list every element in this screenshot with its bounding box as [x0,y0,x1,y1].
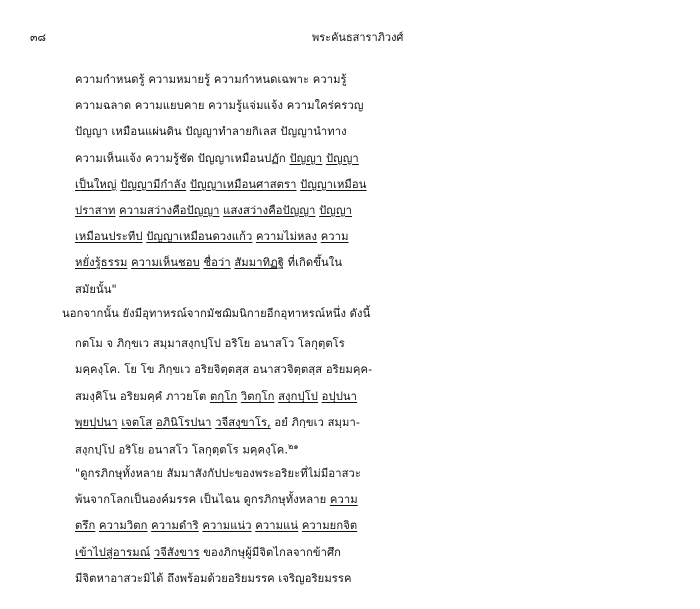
underlined-term: แสงสว่างคือปัญญา [223,204,316,217]
underlined-term: ปัญญาเหมือนศาสตรา [189,177,297,191]
text-run: พ้นจากโลกเป็นองค์มรรค เป็นไฉน ดูกรภิกษุทั้งหลาย [75,493,330,507]
quote-1-line [75,280,117,298]
underlined-term: เจตโส [121,416,153,430]
quote-1-line [75,201,352,219]
underlined-term: ความดำริ [151,519,199,533]
underlined-term: อภินิโรปนา [155,416,212,430]
footnote-marker[interactable]: ๒๑ [288,441,299,451]
text-run: มีจิตหาอาสวะมิได้ ถึงพร้อมด้วยอริยมรรค เจริญอริยมรรค [75,571,352,585]
body-paragraph-line: นอกจากนั้น ยังมีอุทาหรณ์จากมัชฌิมนิกายอีกอุทาหรณ์หนึ่ง ดังนี้ [62,307,371,320]
underlined-term: ตรึก [75,519,96,533]
underlined-term: ความแน่ว [202,519,252,533]
underlined-term: ความไม่หลง [256,230,318,244]
underlined-term: ความเห็นชอบ [131,256,200,270]
underlined-term: สัมมาทิฏฐิ [234,256,284,270]
quote-1-line [75,253,342,271]
quote-1-line [75,175,366,193]
text-run: มคฺคงฺโค. โย โข ภิกฺขเว อริยจิตฺตสฺส อนาสวจิตฺตสฺส อริยมคฺค- [75,363,373,377]
underlined-term: ความแน่ [255,519,299,533]
underlined-term: ปัญญาเหมือนดวงแก้ว [146,230,253,244]
underlined-term: ปัญญา [325,151,359,165]
text-run: "ดูกรภิกษุทั้งหลาย สัมมาสังกัปปะของพระอริยะที่ไม่มีอาสวะ [75,467,361,480]
text-run: ปัญญา เหมือนแผ่นดิน ปัญญาทำลายกิเลส ปัญญานำทาง [75,125,347,139]
underlined-term: พฺยปฺปนา [75,416,118,430]
text-run: สมงฺคิโน อริยมคฺคํ ภาวยโต [75,389,210,403]
pali-line [75,334,345,352]
pali-line [75,413,360,431]
underlined-term: ความ [329,493,358,507]
underlined-term: ปัญญา [289,151,323,165]
text-run: อยํ ภิกฺขเว สมฺมา- [270,416,361,430]
underlined-term: ปัญญามีกำลัง [120,177,187,191]
underlined-term: เหมือนประทีป [75,230,143,244]
underlined-term: ปัญญาเหมือน [300,177,367,191]
underlined-term: ความ [320,230,349,244]
underlined-term: ปัญญา [319,204,352,217]
underlined-term: ความสว่างคือปัญญา [119,204,220,217]
underlined-term: ความยกจิต [301,519,358,533]
running-head: พระคันธสาราภิวงศ์ [312,31,404,44]
underlined-term: เข้าไปสู่อารมณ์ [75,545,151,559]
quote-1-line [75,122,347,140]
underlined-term: หยั่งรู้ธรรม [75,256,128,270]
page-number: ๓๘ [30,31,47,44]
quote-1-line [75,227,349,245]
quote-2-line [75,516,357,534]
text-run: สมัยนั้น" [75,282,117,296]
text-run: ของภิกษุผู้มีจิตไกลจากข้าศึก [199,545,342,559]
quote-1-line [75,96,364,114]
quote-1-line [75,70,347,88]
underlined-term: ปราสาท [75,204,116,217]
underlined-term: อปฺปนา [321,389,358,403]
underlined-term: วจีสงฺขาโร, [215,416,271,430]
quote-2-line [75,490,358,508]
pali-line [75,360,372,378]
underlined-term: ความวิตก [99,519,148,533]
text-run: สงฺกปฺโป อริโย อนาสโว โลกุตฺตโร มคฺคงฺโค. [75,443,289,457]
text-run: ที่เกิดขึ้นใน [284,256,343,270]
text-run: กตโม จ ภิกฺขเว สมฺมาสงฺกปฺโป อริโย อนาสโว โลกุตฺตโร [75,337,345,350]
text-run: ความเห็นแจ้ง ความรู้ชัด ปัญญาเหมือนปฏัก [75,151,290,165]
pali-line [75,440,299,459]
quote-2-line [75,569,352,587]
underlined-term: วจีสังขาร [153,545,200,559]
underlined-term: เป็นใหญ่ [75,177,117,191]
underlined-term: สงฺกปฺโป [278,389,319,403]
quote-1-line [75,149,359,167]
quote-2-line [75,464,361,482]
underlined-term: ตกฺโก [209,389,238,403]
underlined-term: ชื่อว่า [203,256,231,270]
pali-line [75,387,357,405]
quote-2-line [75,543,341,561]
text-run: ความกำหนดรู้ ความหมายรู้ ความกำหนดเฉพาะ ความรู้ [75,73,347,86]
underlined-term: วิตกฺโก [240,389,275,403]
text-run: ความฉลาด ความแยบคาย ความรู้แจ่มแจ้ง ความใคร่ครวญ [75,99,364,113]
